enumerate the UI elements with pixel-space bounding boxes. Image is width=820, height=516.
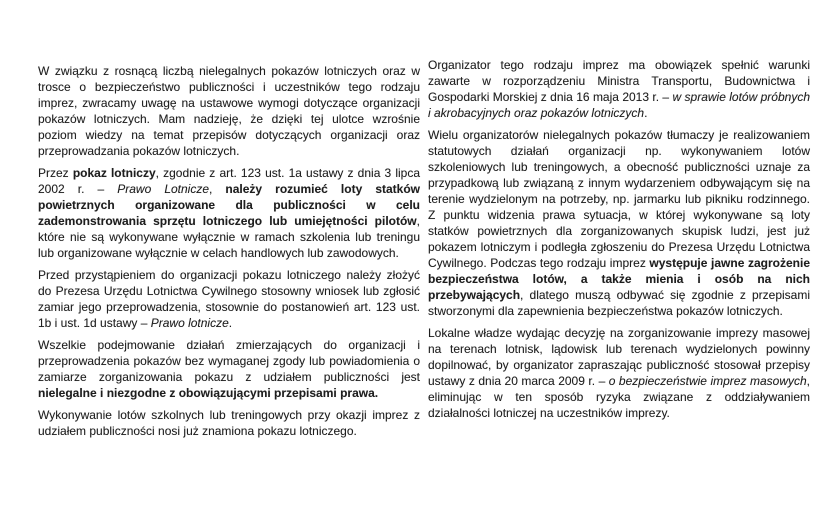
text-run: pokaz lotniczy: [72, 166, 156, 180]
text-run: Przez: [38, 166, 73, 180]
paragraph-right-1: [428, 57, 810, 121]
text-run: Wykonywanie lotów szkolnych lub treningowych przy okazji imprez z udziałem publiczności nosi już znamiona pokazu lotniczego.: [38, 408, 420, 438]
document-column-left: [38, 63, 420, 445]
paragraph-left-4: [38, 337, 420, 401]
paragraph-left-2: [38, 165, 420, 261]
text-run: , które nie są wykonywane wyłącznie w ramach szkolenia lub treningu lub organizowane wyłącznie w celach handlowych lub zawodowych.: [38, 214, 420, 260]
text-run: .: [228, 316, 233, 330]
text-run: w sprawie lotów próbnych i akrobacyjnych oraz pokazów lotniczych: [428, 90, 810, 120]
paragraph-right-3: [428, 325, 810, 421]
text-run: Przed przystąpieniem do organizacji pokazu lotniczego należy złożyć do Prezesa Urzędu Lotnictwa Cywilnego stosowny wniosek lub zgłosić zamiar jego przeprowadzenia, stosownie do postanowień art. 123 ust. 1b i ust. 1d ustawy –: [38, 268, 420, 330]
paragraph-left-1: [38, 63, 420, 159]
text-run: Prawo lotnicze: [150, 316, 229, 330]
paragraph-right-2: [428, 127, 810, 319]
paragraph-left-5: [38, 407, 420, 439]
text-run: , dlatego muszą odbywać się zgodnie z przepisami stworzonymi dla zapewnienia bezpieczeństwa pokazów lotniczych.: [428, 288, 810, 318]
text-run: występuje jawne zagrożenie bezpieczeństwa lotów, a także mienia i osób na nich przebywających: [428, 256, 810, 302]
text-run: W związku z rosnącą liczbą nielegalnych pokazów lotniczych oraz w trosce o bezpieczeństwo publiczności i uczestników tego rodzaju imprez, zwracamy uwagę na ustawowe wymogi dotyczące organizacji pokazów lotniczych. Mam nadzieję, że dzięki tej ulotce wzrośnie poziom wiedzy na temat przepisów dotyczących organizacji oraz przeprowadzania pokazów lotniczych.: [38, 64, 420, 158]
text-run: Wszelkie podejmowanie działań zmierzających do organizacji i przeprowadzenia pokazów bez wymaganej zgody lub powiadomienia o zamiarze zorganizowania pokazu z udziałem publiczności jest: [38, 338, 420, 384]
text-run: należy rozumieć loty statków powietrznych organizowane dla publiczności w celu zademonstrowania sprzętu lotniczego lub umiejętności pilotów: [38, 182, 420, 228]
text-run: , eliminując w ten sposób ryzyka związane z oddziaływaniem działalności lotniczej na uczestników imprezy.: [428, 374, 810, 420]
text-run: .: [644, 106, 648, 120]
text-run: Lokalne władze wydając decyzję na zorganizowanie imprezy masowej na terenach lotnisk, lądowisk lub terenach wydzielonych powinny dopilnować, by organizator zapraszając publiczność stosował przepisy ustawy z dnia 20 marca 2009 r. –: [428, 326, 810, 388]
text-run: , zgodnie z art. 123 ust. 1a ustawy z dnia 3 lipca 2002 r. –: [38, 166, 421, 196]
document-column-right: [428, 57, 810, 427]
text-run: Wielu organizatorów nielegalnych pokazów tłumaczy je realizowaniem statutowych działań organizacji np. wykonywaniem lotów szkoleniowych lub treningowych, a obecność publiczności uznaje za przypadkową lub związaną z innym wydarzeniem odbywającym się na terenie wydzielonym na potrzeby, np. jarmarku lub pikniku rodzinnego. Z punktu widzenia prawa sytuacja, w której wykonywane są loty statków powietrznych dla zorganizowanych skupisk ludzi, jest już pokazem lotniczym i podległa zgłoszeniu do Prezesa Urzędu Lotnictwa Cywilnego. Podczas tego rodzaju imprez: [428, 128, 810, 270]
text-run: Prawo Lotnicze: [117, 182, 210, 196]
text-run: ,: [209, 182, 226, 196]
text-run: Organizator tego rodzaju imprez ma obowiązek spełnić warunki zawarte w rozporządzeniu Ministra Transportu, Budownictwa i Gospodarki Morskiej z dnia 16 maja 2013 r. –: [428, 58, 810, 104]
text-run: nielegalne i niezgodne z obowiązującymi przepisami prawa.: [38, 386, 379, 400]
paragraph-left-3: [38, 267, 420, 331]
text-run: o bezpieczeństwie imprez masowych: [608, 374, 807, 388]
